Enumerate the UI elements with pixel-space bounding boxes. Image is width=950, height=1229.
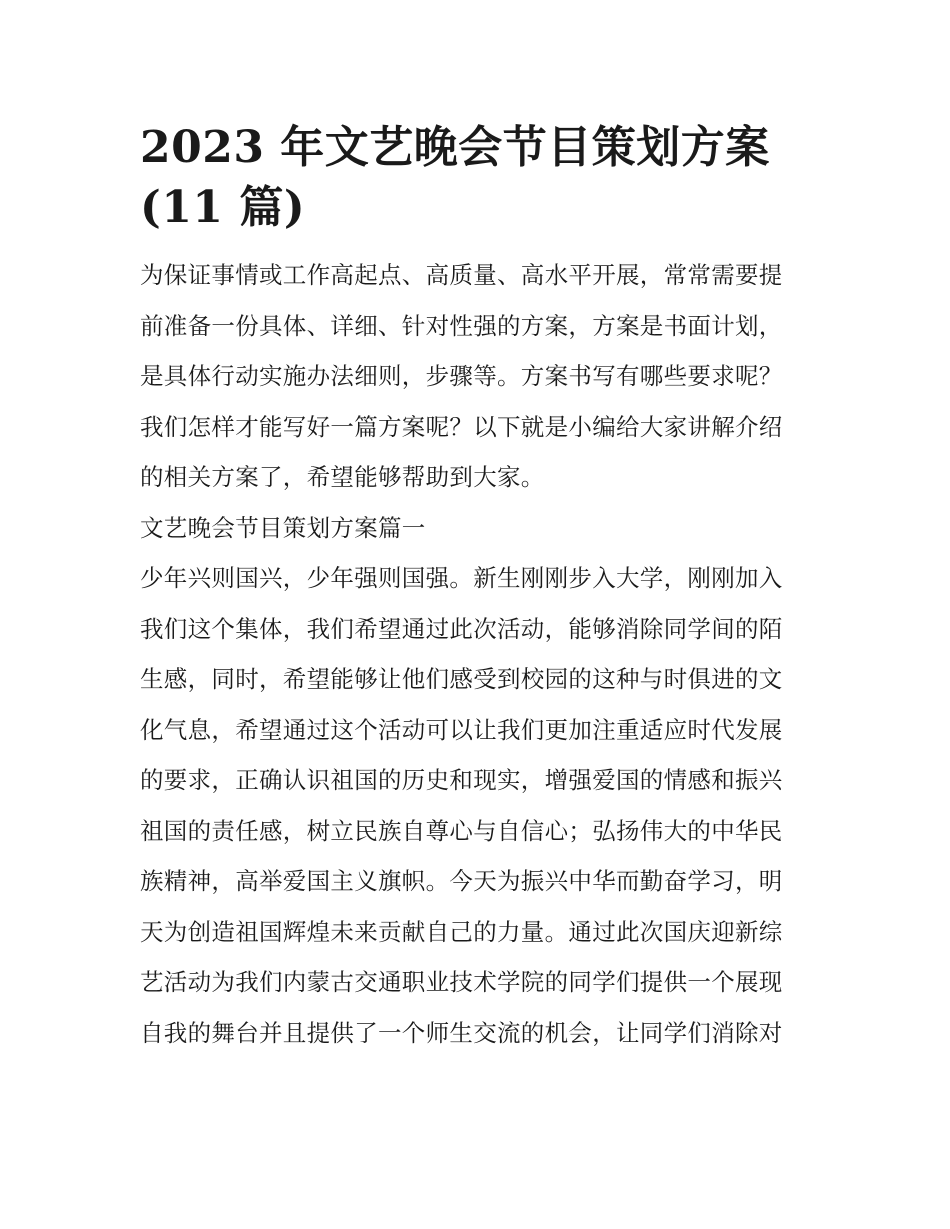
section-heading: 文艺晚会节目策划方案篇一 bbox=[140, 513, 426, 542]
body-line: 族精神，高举爱国主义旗帜。今天为振兴中华而勤奋学习，明 bbox=[140, 867, 783, 895]
body-line: 祖国的责任感，树立民族自尊心与自信心；弘扬伟大的中华民 bbox=[140, 816, 783, 845]
body-line: 我们这个集体，我们希望通过此次活动，能够消除同学间的陌 bbox=[140, 614, 783, 643]
intro-paragraph bbox=[140, 250, 812, 503]
intro-line: 前准备一份具体、详细、针对性强的方案，方案是书面计划， bbox=[140, 311, 783, 340]
body-line: 生感，同时，希望能够让他们感受到校园的这种与时俱进的文 bbox=[140, 665, 783, 693]
body-line: 化气息，希望通过这个活动可以让我们更加注重适应时代发展 bbox=[140, 715, 783, 744]
section-heading-block bbox=[140, 503, 812, 554]
body-line: 少年兴则国兴，少年强则国强。新生刚刚步入大学，刚刚加入 bbox=[140, 564, 783, 592]
title-line-2: (11 篇) bbox=[140, 182, 306, 233]
intro-line: 我们怎样才能写好一篇方案呢？以下就是小编给大家讲解介绍 bbox=[140, 412, 783, 441]
document-body bbox=[140, 250, 812, 1058]
document-title bbox=[140, 118, 812, 238]
intro-line: 的相关方案了，希望能够帮助到大家。 bbox=[140, 463, 545, 491]
section-paragraph bbox=[140, 553, 812, 1058]
body-line: 的要求，正确认识祖国的历史和现实，增强爱国的情感和振兴 bbox=[140, 766, 783, 794]
intro-line: 是具体行动实施办法细则，步骤等。方案书写有哪些要求呢？ bbox=[140, 362, 783, 390]
intro-line: 为保证事情或工作高起点、高质量、高水平开展，常常需要提 bbox=[140, 261, 783, 289]
body-line: 自我的舞台并且提供了一个师生交流的机会，让同学们消除对 bbox=[140, 1018, 783, 1047]
document-page bbox=[140, 118, 812, 1058]
body-line: 艺活动为我们内蒙古交通职业技术学院的同学们提供一个展现 bbox=[140, 968, 783, 996]
body-line: 天为创造祖国辉煌未来贡献自己的力量。通过此次国庆迎新综 bbox=[140, 917, 783, 946]
title-line-1: 2023 年文艺晚会节目策划方案 bbox=[140, 122, 770, 173]
